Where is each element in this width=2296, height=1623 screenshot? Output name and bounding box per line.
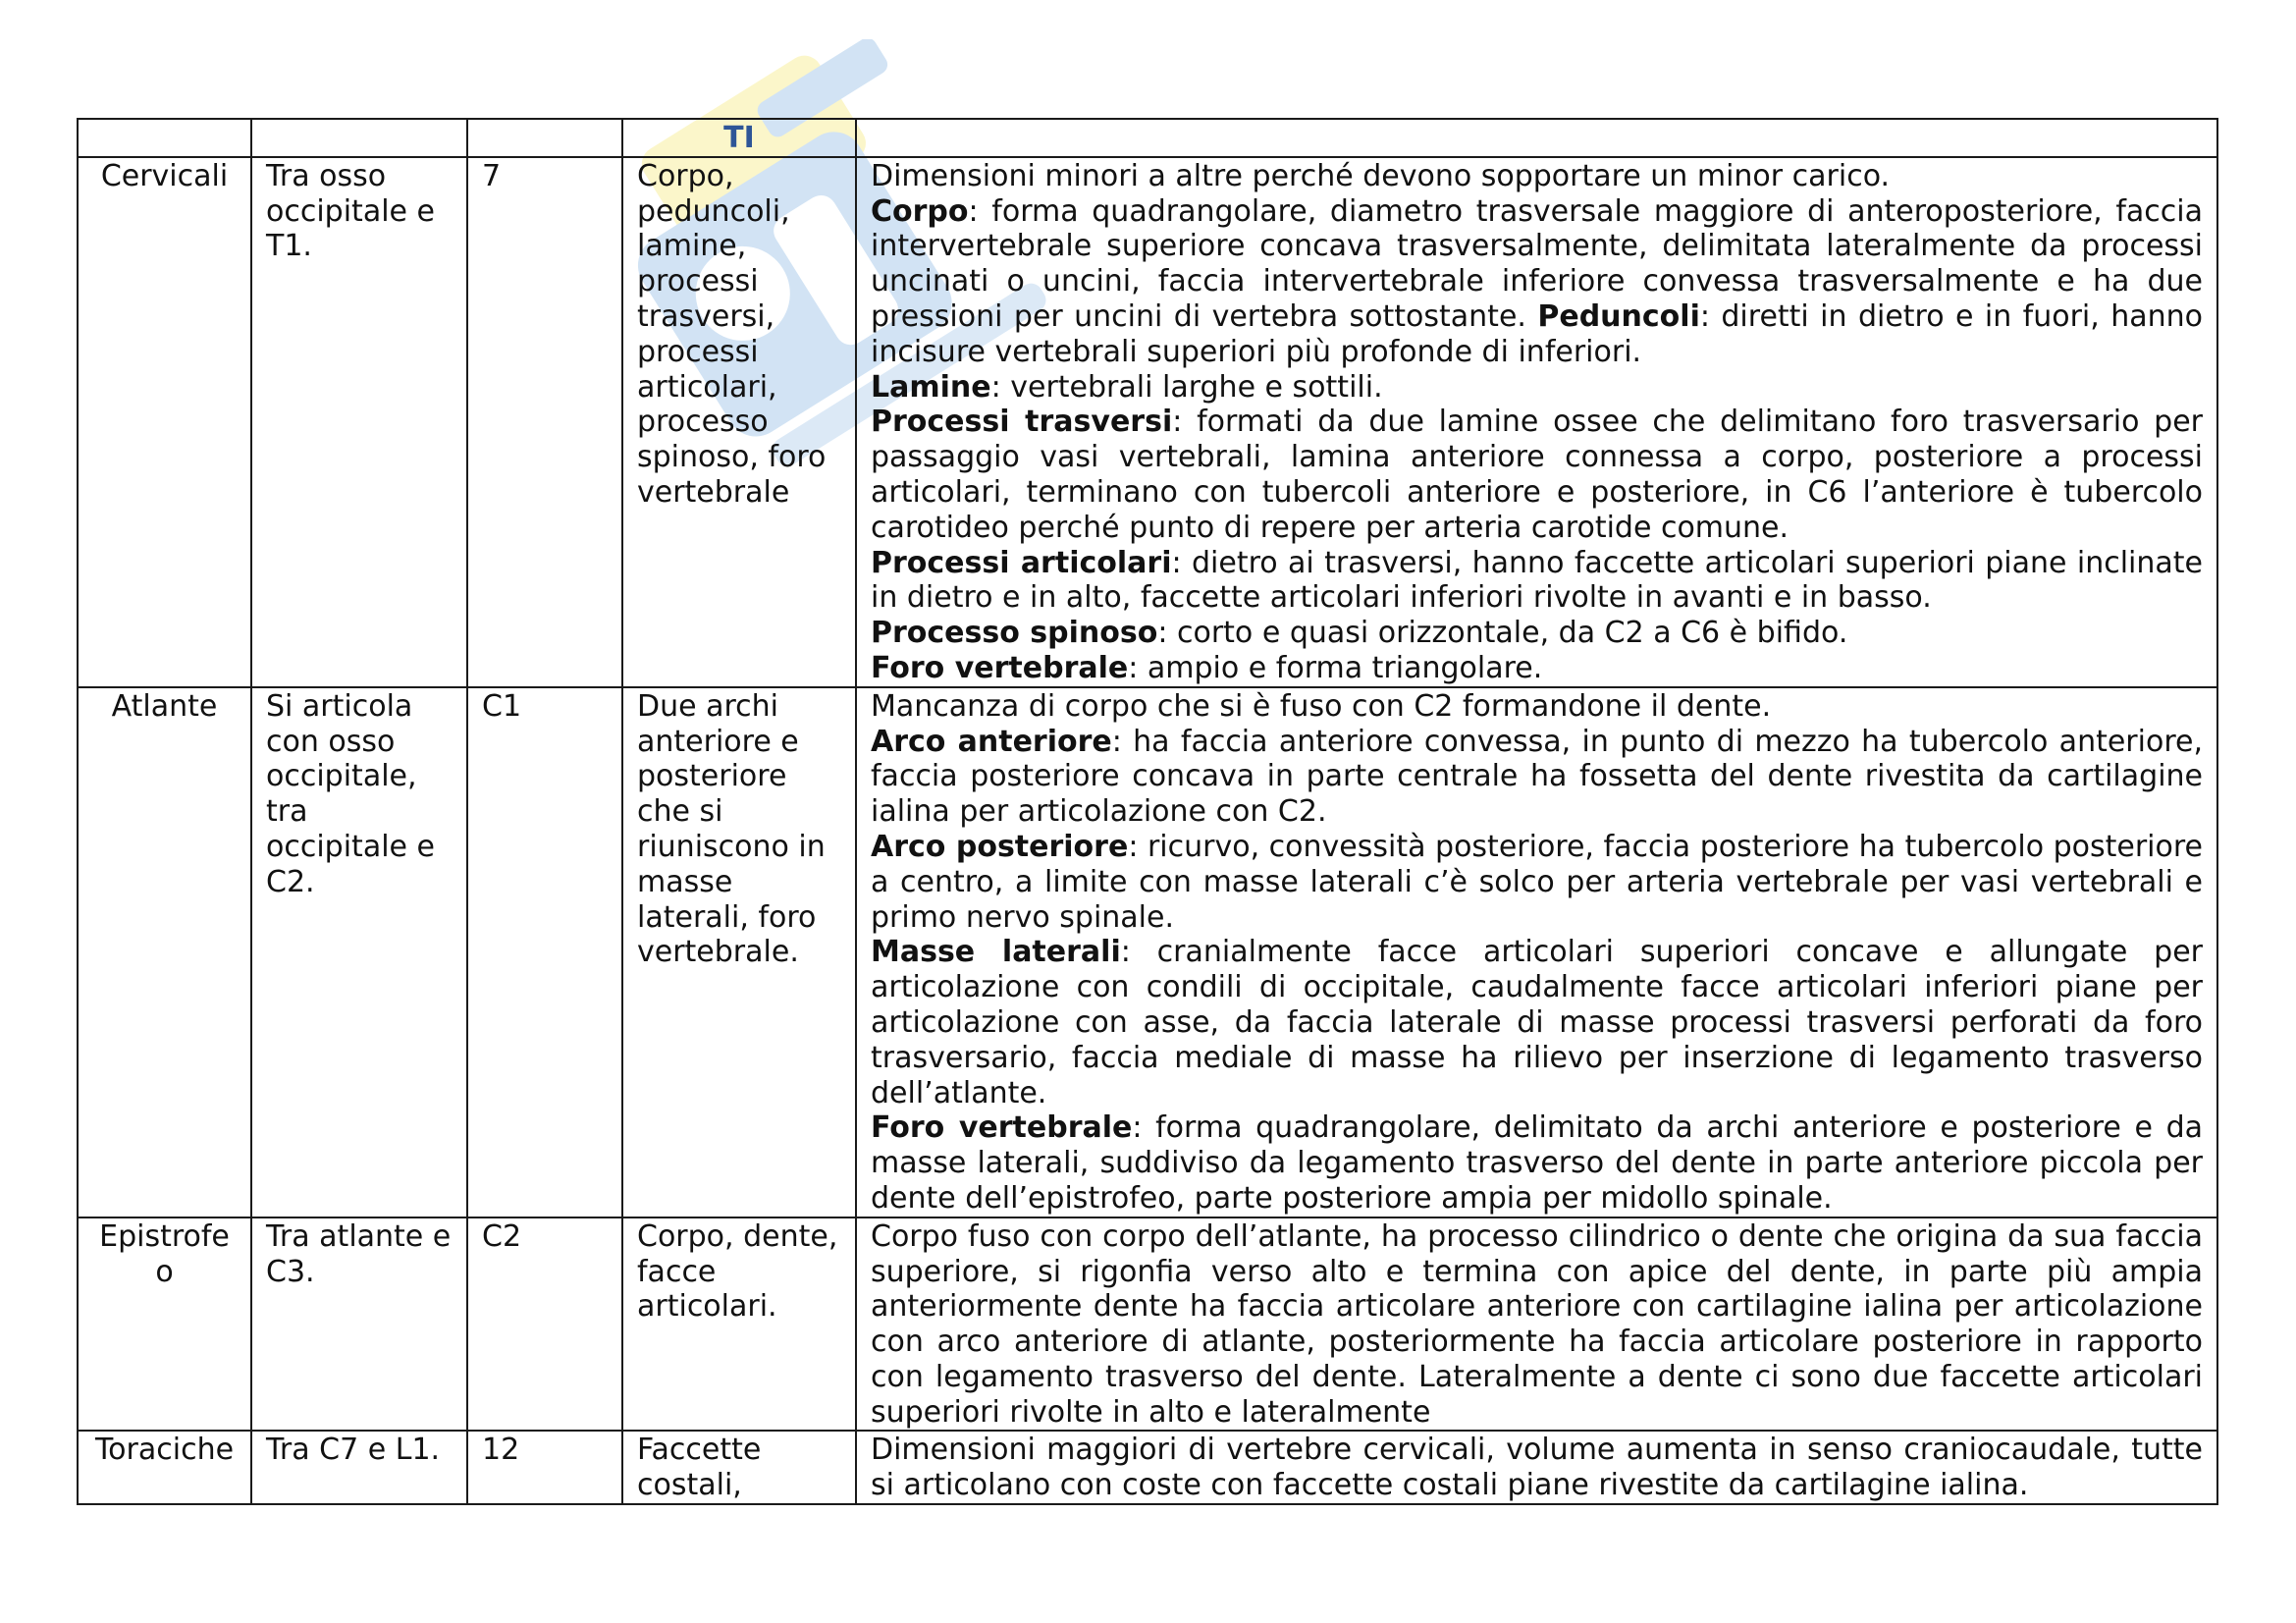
paragraph-text: : corto e quasi orizzontale, da C2 a C6 è bifido. bbox=[1157, 616, 1848, 651]
paragraph-lead: Peduncoli bbox=[1537, 298, 1700, 334]
paragraph-lead: Corpo bbox=[871, 193, 969, 229]
row-parts: Faccette costali, bbox=[622, 1431, 856, 1504]
header-cell bbox=[78, 119, 251, 157]
paragraph-text: : diretti in dietro e in fuori, hanno incisure vertebrali superiori più profonde di inferiori. bbox=[871, 298, 2203, 369]
paragraph-text: : ha faccia anteriore convessa, in punto di mezzo ha tubercolo anteriore, faccia posteriore concava in parte centrale ha fossetta del dente rivestita da cartilagine ialina per articolazione con C2. bbox=[871, 724, 2203, 830]
paragraph-lead: Processi articolari bbox=[871, 545, 1172, 580]
paragraph-text: Corpo fuso con corpo dell’atlante, ha processo cilindrico o dente che origina da sua faccia superiore, si rigonfia verso alto e termina con apice del dente, in parte più ampia anteriormente dente ha faccia articolare anteriore con cartilagine ialina per articolazione con arco anteriore di atlante, posteriormente ha faccia articolare posteriore in rapporto con legamento trasverso del dente. Lateralmente a dente ci sono due faccette articolari superiori rivolte in alto e lateralmente bbox=[871, 1218, 2203, 1430]
paragraph-text: : vertebrali larghe e sottili. bbox=[990, 369, 1383, 405]
description-paragraph bbox=[871, 830, 2203, 935]
row-description bbox=[856, 1431, 2217, 1504]
row-name: Epistrofe o bbox=[78, 1217, 251, 1432]
description-paragraph bbox=[871, 194, 2203, 370]
paragraph-text: : ampio e forma triangolare. bbox=[1128, 650, 1543, 685]
paragraph-lead: Foro vertebrale bbox=[871, 650, 1129, 685]
row-position: Tra osso occipitale e T1. bbox=[251, 157, 467, 687]
vertebrae-table bbox=[77, 118, 2218, 1505]
paragraph-lead: Arco posteriore bbox=[871, 829, 1129, 864]
row-position: Si articola con osso occipitale, tra occipitale e C2. bbox=[251, 687, 467, 1217]
paragraph-lead: Processo spinoso bbox=[871, 616, 1158, 651]
row-description bbox=[856, 157, 2217, 687]
row-name: Atlante bbox=[78, 687, 251, 1217]
table-row bbox=[78, 157, 2217, 687]
table-header-row bbox=[78, 119, 2217, 157]
paragraph-text: : forma quadrangolare, diametro trasversale maggiore di anteroposteriore, faccia intervertebrale superiore concava trasversalmente, delimitata lateralmente da processi uncinati o uncini, faccia intervertebrale inferiore convessa trasversalmente e ha due pressioni per uncini di vertebra sottostante. bbox=[871, 193, 2203, 334]
paragraph-text: : dietro ai trasversi, hanno faccette articolari superiori piane inclinate in dietro e in alto, faccette articolari inferiori rivolte in avanti e in basso. bbox=[871, 545, 2203, 616]
table-row bbox=[78, 687, 2217, 1217]
table-row bbox=[78, 1217, 2217, 1432]
row-position: Tra C7 e L1. bbox=[251, 1431, 467, 1504]
description-paragraph bbox=[871, 1433, 2203, 1503]
description-paragraph bbox=[871, 725, 2203, 830]
header-cell bbox=[251, 119, 467, 157]
row-number: 7 bbox=[467, 157, 622, 687]
header-cell-ti bbox=[622, 119, 856, 157]
paragraph-text: : formati da due lamine ossee che delimitano foro trasversario per passaggio vasi vertebrali, lamina anteriore connessa a corpo, posteriore a processi articolari, terminano con tubercoli anteriore e posteriore, in C6 l’anteriore è tubercolo carotideo perché punto di repere per arteria carotide comune. bbox=[871, 405, 2203, 545]
paragraph-lead: Foro vertebrale bbox=[871, 1110, 1133, 1146]
paragraph-text: Dimensioni minori a altre perché devono sopportare un minor carico. bbox=[871, 158, 1891, 193]
description-paragraph bbox=[871, 689, 2203, 725]
row-name: Cervicali bbox=[78, 157, 251, 687]
row-parts: Due archi anteriore e posteriore che si riuniscono in masse laterali, foro vertebrale. bbox=[622, 687, 856, 1217]
header-ti-label: TI bbox=[723, 121, 755, 155]
description-paragraph bbox=[871, 651, 2203, 686]
paragraph-text: Mancanza di corpo che si è fuso con C2 formandone il dente. bbox=[871, 688, 1772, 724]
header-cell bbox=[467, 119, 622, 157]
row-position: Tra atlante e C3. bbox=[251, 1217, 467, 1432]
description-paragraph bbox=[871, 1219, 2203, 1431]
paragraph-text: : cranialmente facce articolari superiori concave e allungate per articolazione con condili di occipitale, caudalmente facce articolari inferiori piane per articolazione con asse, da faccia laterale di masse processi trasversi perforati da foro trasversario, faccia mediale di masse ha rilievo per inserzione di legamento trasverso dell’atlante. bbox=[871, 935, 2204, 1110]
description-paragraph bbox=[871, 159, 2203, 194]
paragraph-lead: Lamine bbox=[871, 369, 991, 405]
table-row bbox=[78, 1431, 2217, 1504]
description-paragraph bbox=[871, 370, 2203, 406]
description-paragraph bbox=[871, 935, 2203, 1110]
paragraph-text: Dimensioni maggiori di vertebre cervicali, volume aumenta in senso craniocaudale, tutte si articolano con coste con faccette costali piane rivestite da cartilagine ialina. bbox=[871, 1433, 2203, 1503]
paragraph-text: : forma quadrangolare, delimitato da archi anteriore e posteriore e da masse laterali, suddiviso da legamento trasverso del dente in parte anteriore piccola per dente dell’epistrofeo, parte posteriore ampia per midollo spinale. bbox=[871, 1110, 2204, 1216]
description-paragraph bbox=[871, 405, 2203, 545]
description-paragraph bbox=[871, 1110, 2203, 1216]
description-paragraph bbox=[871, 546, 2203, 617]
row-parts: Corpo, dente, facce articolari. bbox=[622, 1217, 856, 1432]
row-description bbox=[856, 1217, 2217, 1432]
row-number: C1 bbox=[467, 687, 622, 1217]
description-paragraph bbox=[871, 616, 2203, 651]
row-description bbox=[856, 687, 2217, 1217]
paragraph-lead: Processi trasversi bbox=[871, 405, 1173, 440]
row-number: C2 bbox=[467, 1217, 622, 1432]
row-name: Toraciche bbox=[78, 1431, 251, 1504]
paragraph-lead: Masse laterali bbox=[871, 935, 1121, 970]
paragraph-lead: Arco anteriore bbox=[871, 724, 1112, 759]
row-number: 12 bbox=[467, 1431, 622, 1504]
row-parts: Corpo, peduncoli, lamine, processi trasversi, processi articolari, processo spinoso, foro vertebrale bbox=[622, 157, 856, 687]
header-cell bbox=[856, 119, 2217, 157]
paragraph-text: : ricurvo, convessità posteriore, faccia posteriore ha tubercolo posteriore a centro, a limite con masse laterali c’è solco per arteria vertebrale per vasi vertebrali e primo nervo spinale. bbox=[871, 829, 2204, 935]
